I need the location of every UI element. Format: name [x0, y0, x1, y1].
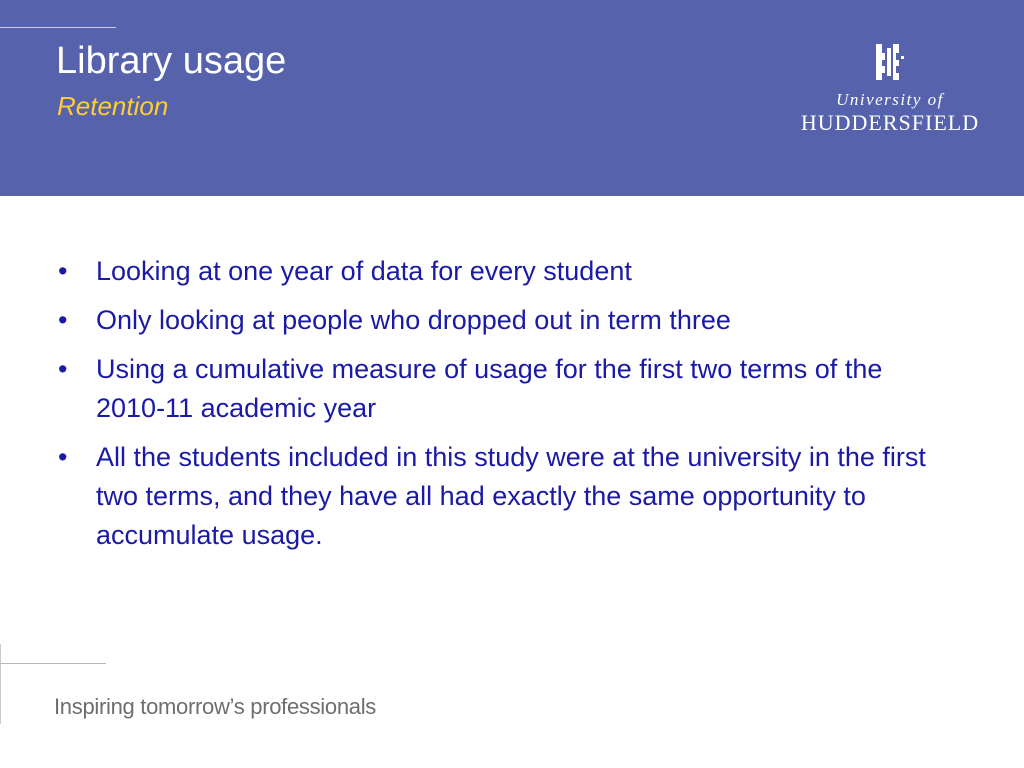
footer-horizontal-rule: [0, 663, 106, 664]
footer-vertical-rule: [0, 644, 1, 724]
logo-text-huddersfield: HUDDERSFIELD: [800, 110, 980, 135]
slide-subtitle: Retention: [57, 91, 169, 121]
logo-text-university-of: University of: [836, 90, 944, 109]
slide-title: Library usage: [56, 40, 287, 82]
bullet-list: [56, 252, 936, 565]
slide-header: [0, 0, 1024, 196]
bullet-item: • All the students included in this study were at the university in the first two terms, and they have all had exactly the same opportunity to accumulate usage.: [56, 438, 936, 555]
bullet-item: • Using a cumulative measure of usage for the first two terms of the 2010-11 academic year: [56, 350, 936, 428]
footer-tagline: Inspiring tomorrow’s professionals: [54, 694, 376, 719]
bullet-item: • Looking at one year of data for every student: [56, 252, 936, 291]
bullet-item: • Only looking at people who dropped out in term three: [56, 301, 936, 340]
university-crest-icon: [872, 42, 906, 82]
university-logo: [800, 40, 980, 140]
header-rule: [0, 27, 116, 28]
